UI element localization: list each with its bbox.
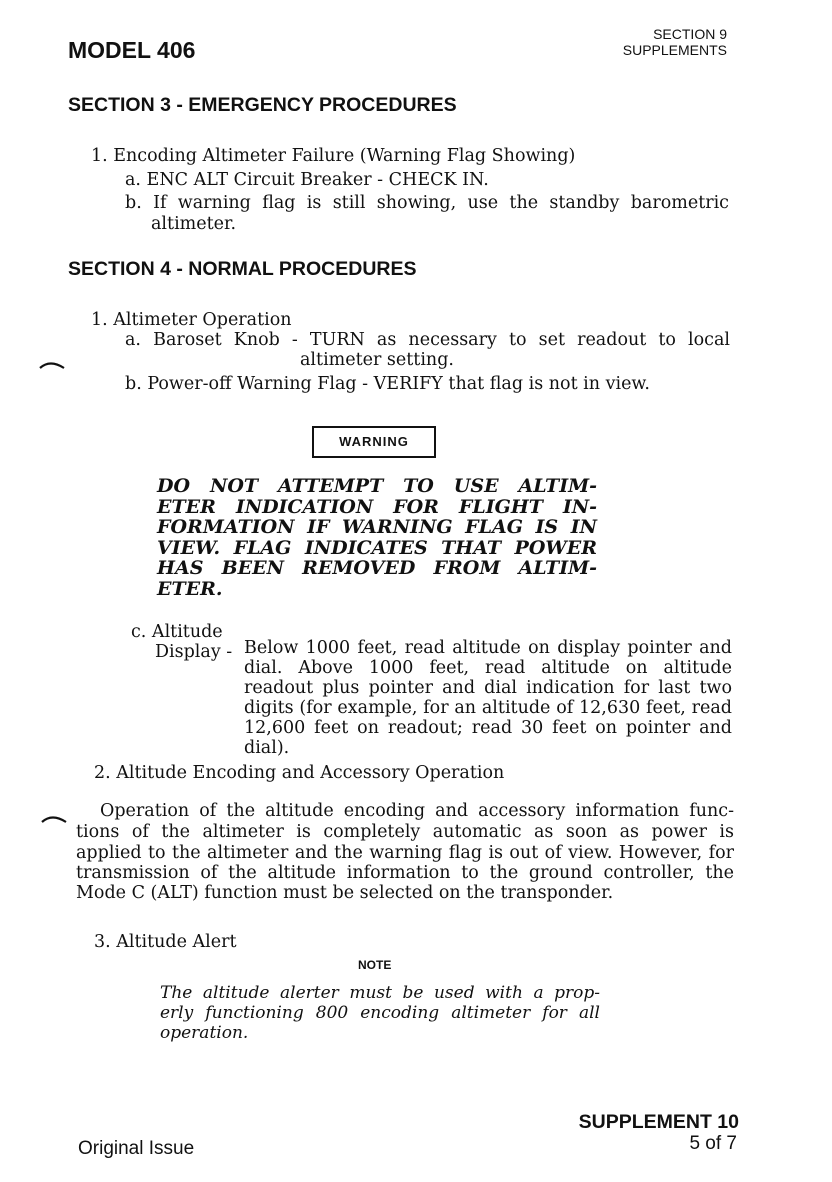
warning-label: WARNING [312,426,436,458]
s4-item-1c-line: digits (for example, for an altitude of 12,630 feet, read [244,698,732,718]
section-number: SECTION 9 [653,26,727,42]
s4-item-1c-line: dial. Above 1000 feet, read altitude on altitude [244,658,732,678]
s3-item-1: 1. Encoding Altimeter Failure (Warning Flag Showing) [91,146,576,166]
s4-item-1c-line: Below 1000 feet, read altitude on display pointer and [244,638,732,658]
note-line: operation. [160,1023,249,1043]
s4-item-1c-line: dial). [244,738,290,758]
s4-item-1a-line2: altimeter setting. [300,350,454,370]
s4-item-1c: c. Altitude [131,622,223,642]
note-line: erly functioning 800 encoding altimeter for all [160,1003,600,1023]
s4-item-3: 3. Altitude Alert [94,932,237,952]
note-label: NOTE [358,958,392,972]
s3-item-1b-line1: b. If warning flag is still showing, use the standby barometric [125,193,729,213]
s4-item-1c-line: readout plus pointer and dial indication for last two [244,678,732,698]
s4-item-2-para-line: Operation of the altitude encoding and accessory information func- [100,801,734,821]
section-3-heading: SECTION 3 - EMERGENCY PROCEDURES [68,94,457,116]
warning-line: HAS BEEN REMOVED FROM ALTIM- [157,557,597,579]
change-bar-mark-icon [38,356,68,372]
section-reference [623,26,727,58]
model-title: MODEL 406 [68,37,196,63]
s4-item-1a-line1: a. Baroset Knob - TURN as necessary to set readout to local [125,330,730,350]
page-number: 5 of 7 [689,1133,737,1154]
s3-item-1a: a. ENC ALT Circuit Breaker - CHECK IN. [125,170,489,190]
s4-item-2: 2. Altitude Encoding and Accessory Operation [94,763,505,783]
section-subtitle: SUPPLEMENTS [622,42,727,58]
issue-label: Original Issue [78,1138,195,1159]
s4-item-1b: b. Power-off Warning Flag - VERIFY that flag is not in view. [125,374,650,394]
warning-line: DO NOT ATTEMPT TO USE ALTIM- [157,475,597,497]
note-line: The altitude alerter must be used with a prop- [160,983,600,1003]
s4-item-2-para-line: applied to the altimeter and the warning flag is out of view. However, for [76,843,734,863]
section-4-heading: SECTION 4 - NORMAL PROCEDURES [68,258,417,280]
s4-item-2-para-line: transmission of the altitude information to the ground controller, the [76,863,734,883]
supplement-number: SUPPLEMENT 10 [578,1111,739,1133]
warning-line: FORMATION IF WARNING FLAG IS IN [157,516,597,538]
warning-line: ETER INDICATION FOR FLIGHT IN- [157,495,597,518]
s4-item-1c-display-label: Display - [155,642,233,662]
change-bar-mark-icon [40,810,70,826]
note-text [160,983,600,1043]
s4-item-1: 1. Altimeter Operation [91,310,292,330]
warning-line: ETER. [157,577,223,600]
s3-item-1b-line2: altimeter. [151,214,237,234]
s4-item-1c-line: 12,600 feet on readout; read 30 feet on pointer and [244,718,732,738]
warning-line: VIEW. FLAG INDICATES THAT POWER [157,536,597,559]
s4-item-2-para-line: Mode C (ALT) function must be selected on the transponder. [76,883,614,903]
s4-item-2-para-line: tions of the altimeter is completely automatic as soon as power is [76,822,734,842]
warning-text [157,476,597,599]
